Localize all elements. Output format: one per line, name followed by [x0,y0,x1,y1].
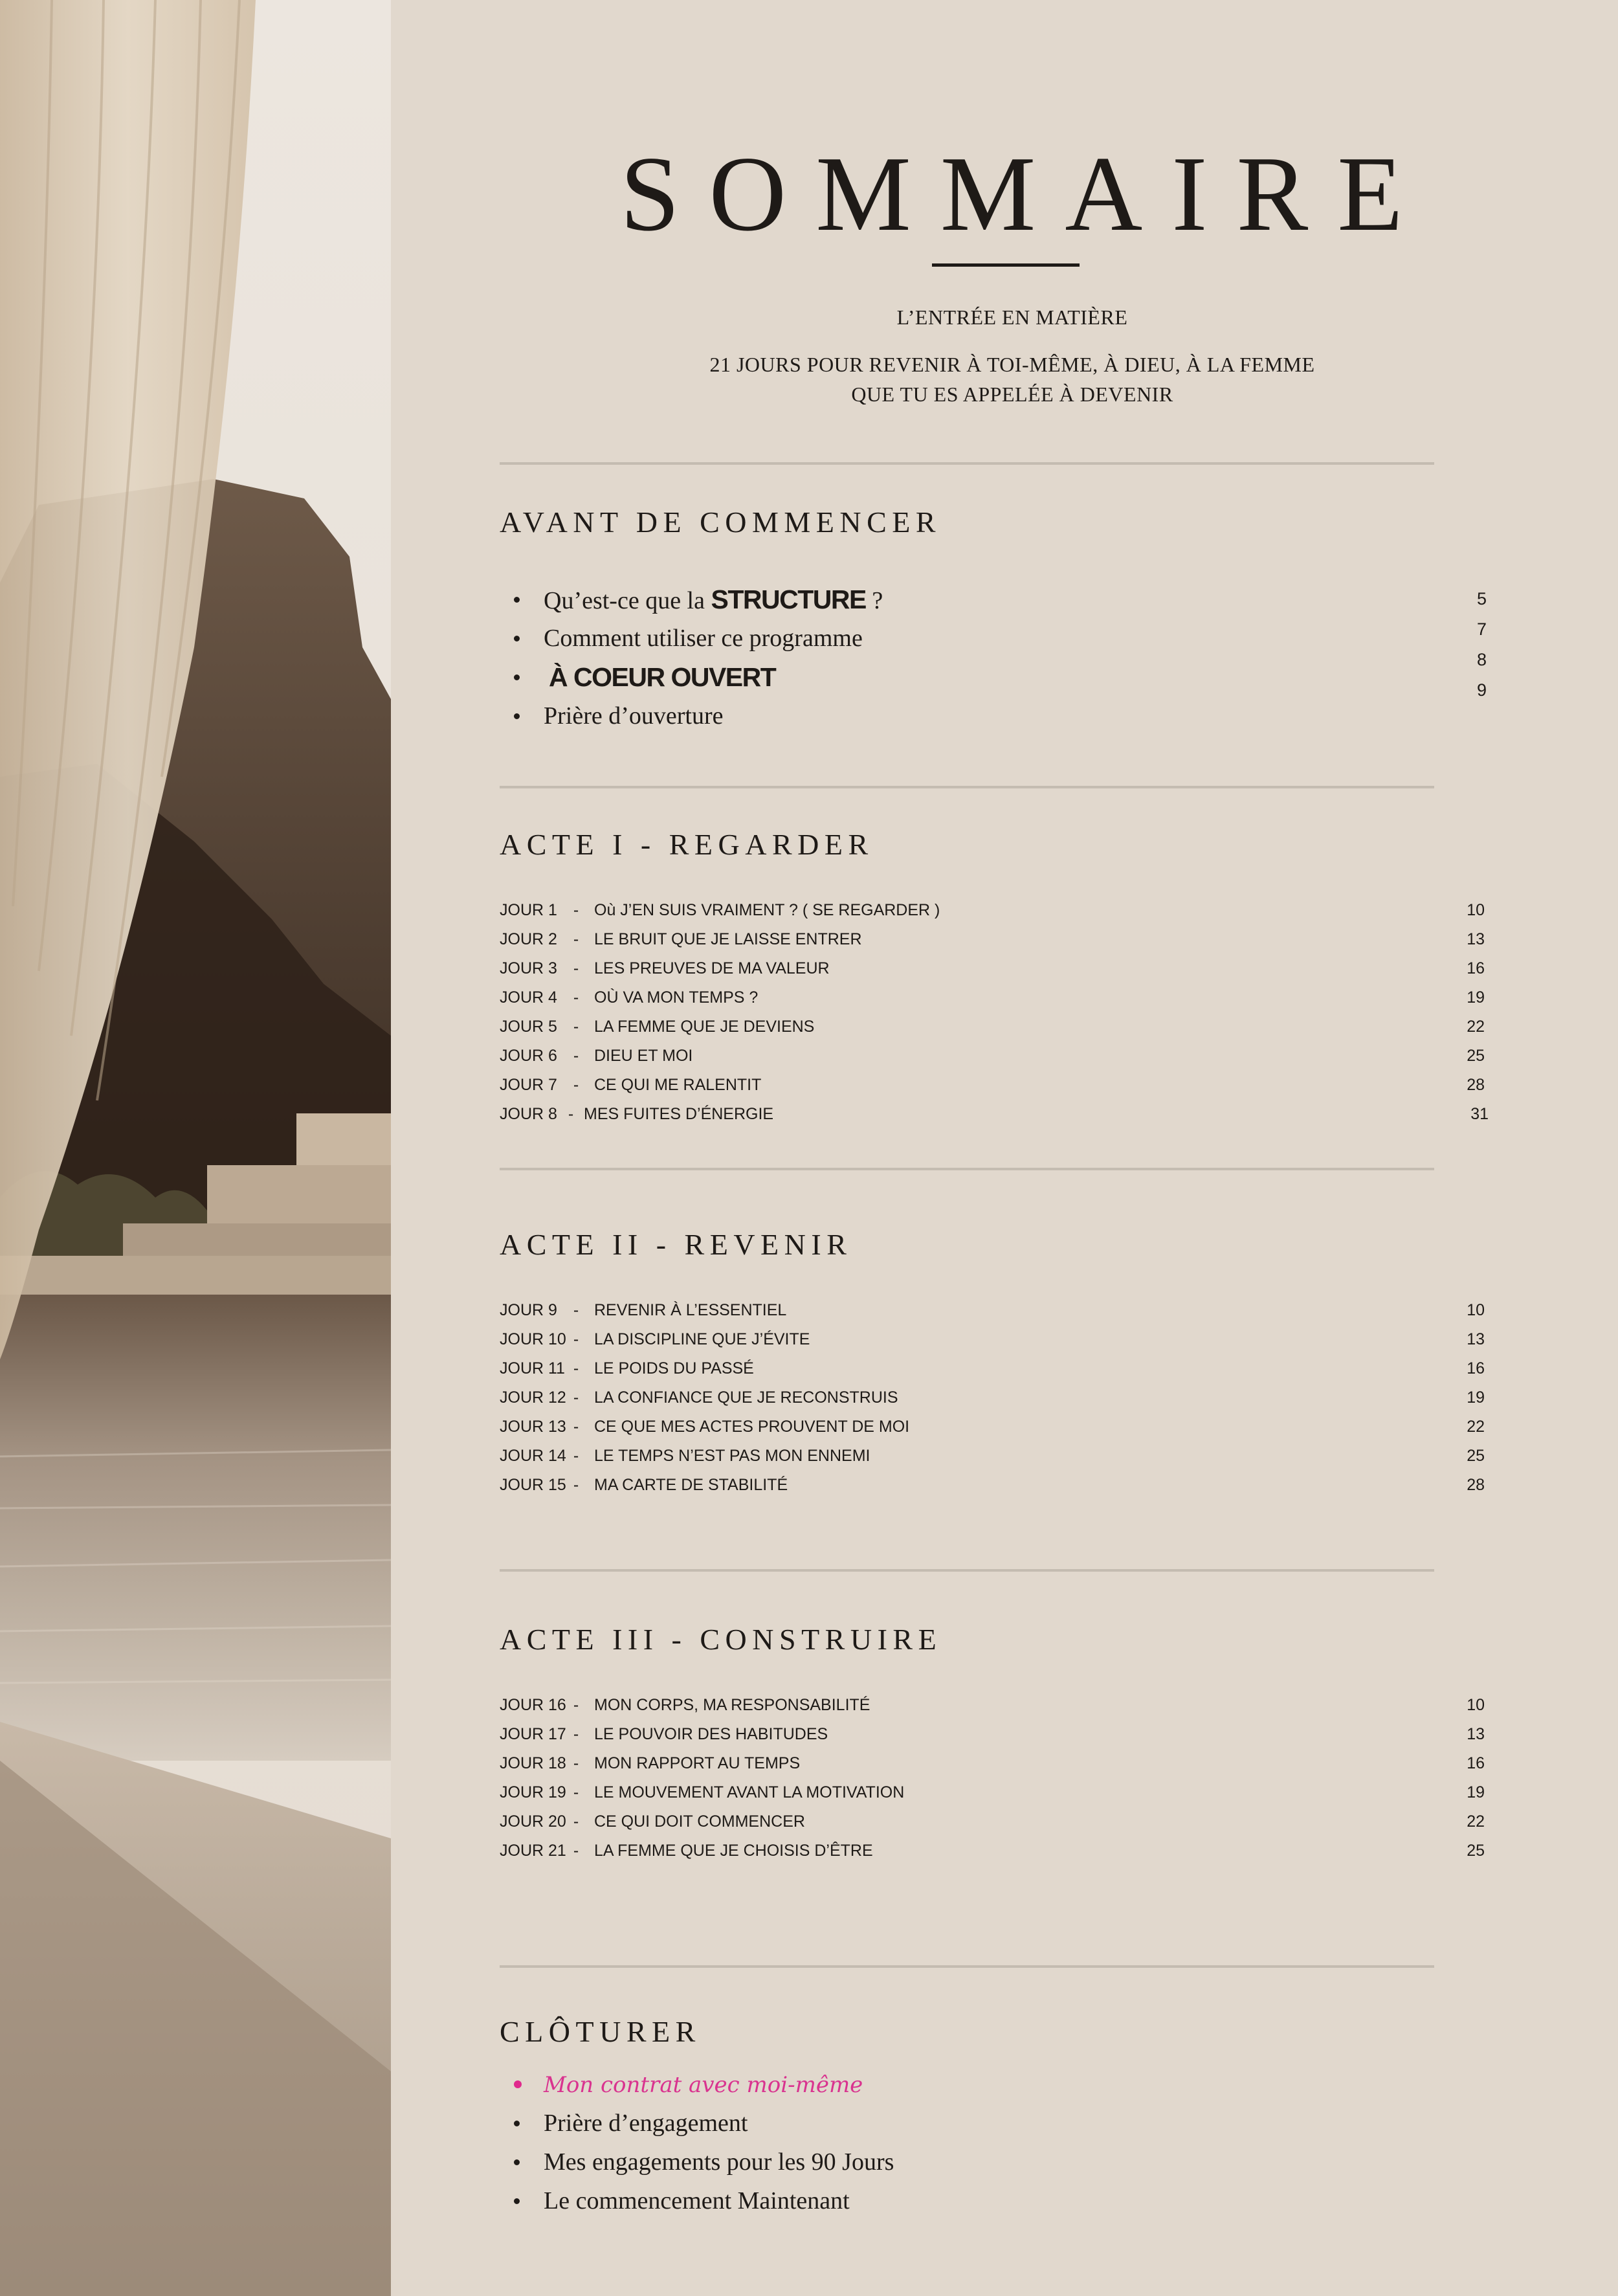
bullet-icon [514,597,520,603]
jour-row[interactable]: JOUR 5 - LA FEMME QUE JE DEVIENS 22 [500,1012,1507,1042]
section-title-acte-3: ACTE III - CONSTRUIRE [500,1623,942,1656]
jour-number: JOUR 8 [500,1105,557,1123]
list-item[interactable] [500,658,883,697]
acte-2-list [500,1296,1507,1500]
jour-number: JOUR 6 [500,1047,557,1065]
jour-label: LE MOUVEMENT AVANT LA MOTIVATION [594,1783,905,1801]
jour-label: LE BRUIT QUE JE LAISSE ENTRER [594,930,862,948]
jour-label: LA CONFIANCE QUE JE RECONSTRUIS [594,1388,898,1407]
section-divider [500,1569,1434,1572]
jour-row[interactable]: JOUR 1 - Où J’EN SUIS VRAIMENT ? ( SE REGARDER ) 10 [500,896,1507,925]
jour-label: MA CARTE DE STABILITÉ [594,1476,788,1494]
jour-row[interactable]: JOUR 13 - CE QUE MES ACTES PROUVENT DE MOI 22 [500,1412,1507,1442]
jour-number: JOUR 15 [500,1476,566,1494]
jour-number: JOUR 19 [500,1783,566,1801]
page-title: SOMMAIRE [620,134,1432,253]
intro-subtitle-line-1: 21 JOURS POUR REVENIR À TOI-MÊME, À DIEU, À LA FEMME [709,353,1315,376]
page-number: 8 [1477,650,1487,669]
jour-row[interactable]: JOUR 6 - DIEU ET MOI 25 [500,1042,1507,1071]
jour-label: LE POUVOIR DES HABITUDES [594,1725,828,1743]
page-number: 28 [1467,1476,1485,1494]
item-text: Le commencement Maintenant [544,2187,850,2214]
jour-number: JOUR 21 [500,1842,566,1860]
jour-row[interactable]: JOUR 8 - MES FUITES D’ÉNERGIE 31 [500,1100,1507,1129]
jour-label: LA DISCIPLINE QUE J’ÉVITE [594,1330,810,1348]
page-number: 13 [1467,1330,1485,1348]
jour-number: JOUR 7 [500,1076,557,1094]
jour-label: OÙ VA MON TEMPS ? [594,988,759,1007]
jour-label: LES PREUVES DE MA VALEUR [594,959,830,977]
jour-number: JOUR 11 [500,1359,565,1377]
page-number: 9 [1477,680,1487,700]
jour-row[interactable]: JOUR 18 - MON RAPPORT AU TEMPS 16 [500,1749,1507,1778]
list-item[interactable] [500,580,883,619]
page-number: 25 [1467,1447,1485,1465]
jour-number: JOUR 2 [500,930,557,948]
section-title-acte-2: ACTE II - REVENIR [500,1228,852,1261]
jour-label: CE QUE MES ACTES PROUVENT DE MOI [594,1418,910,1436]
jour-number: JOUR 16 [500,1696,566,1714]
page-number: 28 [1467,1076,1485,1094]
jour-number: JOUR 3 [500,959,557,977]
cover-photo [0,0,391,2296]
page-number: 16 [1467,959,1485,977]
bullet-icon [514,2159,520,2165]
jour-label: Où J’EN SUIS VRAIMENT ? ( SE REGARDER ) [594,901,940,919]
jour-number: JOUR 13 [500,1418,566,1436]
jour-number: JOUR 14 [500,1447,566,1465]
page-number: 25 [1467,1842,1485,1860]
page-number: 25 [1467,1047,1485,1065]
jour-number: JOUR 5 [500,1018,557,1036]
page-number: 16 [1467,1754,1485,1772]
title-underline [932,263,1080,267]
jour-label: MES FUITES D’ÉNERGIE [584,1105,774,1123]
acte-3-list [500,1691,1507,1866]
list-item[interactable] [500,2143,894,2181]
jour-row[interactable]: JOUR 19 - LE MOUVEMENT AVANT LA MOTIVATION 19 [500,1778,1507,1807]
jour-row[interactable]: JOUR 9 - REVENIR À L’ESSENTIEL 10 [500,1296,1507,1325]
jour-label: LA FEMME QUE JE DEVIENS [594,1018,815,1036]
item-text: Prière d’engagement [544,2110,748,2137]
jour-row[interactable]: JOUR 10 - LA DISCIPLINE QUE J’ÉVITE 13 [500,1325,1507,1354]
intro-subtitle [399,350,1618,409]
bullet-icon [514,636,520,641]
item-text: ? [865,587,883,614]
jour-row[interactable]: JOUR 4 - OÙ VA MON TEMPS ? 19 [500,983,1507,1012]
jour-row[interactable]: JOUR 11 - LE POIDS DU PASSÉ 16 [500,1354,1507,1383]
bullet-icon [514,2080,522,2088]
jour-label: MON RAPPORT AU TEMPS [594,1754,801,1772]
list-item[interactable] [500,697,883,735]
section-title-cloturer: CLÔTURER [500,2015,701,2048]
brand-text: STRUCTURE [711,585,866,614]
jour-number: JOUR 10 [500,1330,566,1348]
jour-row[interactable]: JOUR 16 - MON CORPS, MA RESPONSABILITÉ 10 [500,1691,1507,1720]
jour-row[interactable]: JOUR 14 - LE TEMPS N’EST PAS MON ENNEMI 25 [500,1442,1507,1471]
list-item[interactable] [500,2065,894,2104]
bullet-icon [514,713,520,719]
table-of-contents [391,0,1618,2296]
avant-page-numbers [1477,584,1487,706]
jour-number: JOUR 18 [500,1754,566,1772]
jour-label: MON CORPS, MA RESPONSABILITÉ [594,1696,870,1714]
page-number: 13 [1467,1725,1485,1743]
page-number: 19 [1467,988,1485,1007]
item-text: Prière d’ouverture [544,702,724,730]
bullet-icon [514,674,520,680]
acte-1-list [500,896,1507,1129]
jour-label: CE QUI ME RALENTIT [594,1076,762,1094]
page-number: 16 [1467,1359,1485,1377]
jour-label: CE QUI DOIT COMMENCER [594,1812,805,1831]
section-divider [500,1168,1434,1170]
avant-list [500,580,883,735]
page-number: 10 [1467,1696,1485,1714]
item-text: Comment utiliser ce programme [544,625,863,652]
list-item[interactable] [500,2181,894,2220]
list-item[interactable] [500,2104,894,2143]
item-text: Mes engagements pour les 90 Jours [544,2148,894,2176]
page-number: 19 [1467,1783,1485,1801]
section-title-avant: AVANT DE COMMENCER [500,506,942,539]
jour-number: JOUR 12 [500,1388,566,1407]
page-number: 10 [1467,1301,1485,1319]
page-number: 22 [1467,1812,1485,1831]
jour-row[interactable]: JOUR 20 - CE QUI DOIT COMMENCER 22 [500,1807,1507,1836]
jour-row[interactable]: JOUR 21 - LA FEMME QUE JE CHOISIS D’ÊTRE 25 [500,1836,1507,1866]
page-number: 10 [1467,901,1485,919]
jour-row[interactable]: JOUR 3 - LES PREUVES DE MA VALEUR 16 [500,954,1507,983]
jour-label: LE POIDS DU PASSÉ [594,1359,754,1377]
section-divider [500,462,1434,465]
jour-label: LA FEMME QUE JE CHOISIS D’ÊTRE [594,1842,873,1860]
cloturer-list [500,2065,894,2220]
jour-number: JOUR 17 [500,1725,566,1743]
section-title-acte-1: ACTE I - REGARDER [500,828,874,861]
bullet-icon [514,2198,520,2204]
list-item[interactable] [500,619,883,658]
page-number: 22 [1467,1018,1485,1036]
page-number: 22 [1467,1418,1485,1436]
item-text: Qu’est-ce que la [544,587,711,614]
landscape-pool-photo [0,0,391,2296]
jour-number: JOUR 9 [500,1301,557,1319]
page-number: 5 [1477,589,1487,608]
page-number: 13 [1467,930,1485,948]
jour-row[interactable]: JOUR 17 - LE POUVOIR DES HABITUDES 13 [500,1720,1507,1749]
jour-number: JOUR 20 [500,1812,566,1831]
intro-line: L’ENTRÉE EN MATIÈRE [896,306,1128,329]
page-number: 19 [1467,1388,1485,1407]
jour-row[interactable]: JOUR 15 - MA CARTE DE STABILITÉ 28 [500,1471,1507,1500]
jour-number: JOUR 4 [500,988,557,1007]
bullet-icon [514,2121,520,2126]
page-number: 31 [1470,1105,1489,1123]
brand-text: À COEUR OUVERT [549,662,776,692]
jour-row[interactable]: JOUR 12 - LA CONFIANCE QUE JE RECONSTRUIS 19 [500,1383,1507,1412]
jour-label: REVENIR À L’ESSENTIEL [594,1301,787,1319]
section-divider [500,1965,1434,1968]
jour-row[interactable]: JOUR 7 - CE QUI ME RALENTIT 28 [500,1071,1507,1100]
jour-label: DIEU ET MOI [594,1047,693,1065]
jour-number: JOUR 1 [500,901,557,919]
script-item-text: Mon contrat avec moi-même [544,2072,863,2098]
section-divider [500,786,1434,788]
jour-label: LE TEMPS N’EST PAS MON ENNEMI [594,1447,870,1465]
jour-row[interactable]: JOUR 2 - LE BRUIT QUE JE LAISSE ENTRER 13 [500,925,1507,954]
intro-subtitle-line-2: QUE TU ES APPELÉE À DEVENIR [851,383,1173,406]
page-number: 7 [1477,619,1487,639]
